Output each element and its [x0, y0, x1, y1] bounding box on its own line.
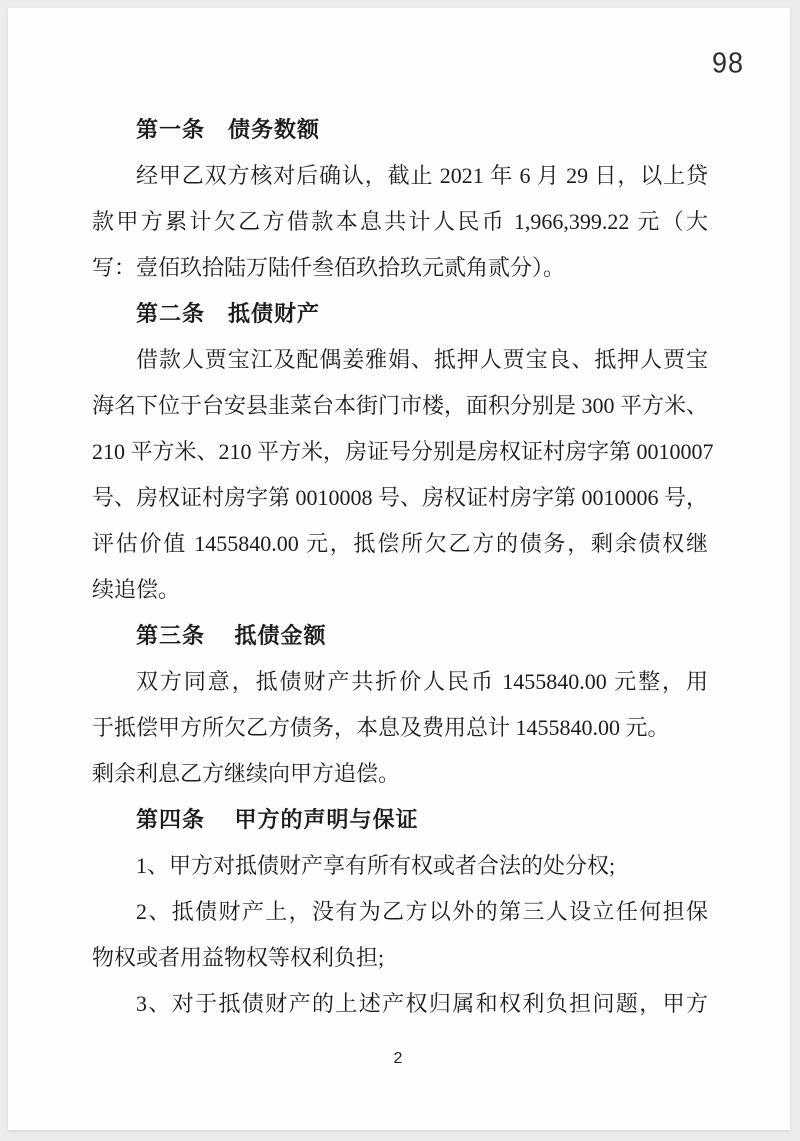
text-line: 物权或者用益物权等权利负担; [92, 945, 385, 970]
text-line: 写：壹佰玖拾陆万陆仟叁佰玖拾玖元贰角贰分）。 [92, 255, 566, 280]
section-heading: 第二条 抵债财产 [136, 301, 321, 326]
text-line: 号、房权证村房字第 0010008 号、房权证村房字第 0010006 号， [92, 485, 709, 510]
corner-stamp-number: 98 [712, 47, 745, 79]
text-line: 210 平方米、210 平方米，房证号分别是房权证村房字第 0010007 [92, 439, 714, 464]
text-line: 剩余利息乙方继续向甲方追偿。 [92, 761, 401, 786]
section-heading: 第三条 抵债金额 [136, 623, 327, 648]
text-line: 评估价值 1455840.00 元，抵偿所欠乙方的债务，剩余债权继 [92, 531, 708, 556]
text-line: 2、抵债财产上，没有为乙方以外的第三人设立任何担保 [136, 899, 708, 924]
text-line: 经甲乙双方核对后确认，截止 2021 年 6 月 29 日，以上贷 [136, 163, 708, 188]
section-heading: 第四条 甲方的声明与保证 [136, 807, 419, 832]
footer-page-number: 2 [393, 1050, 403, 1067]
text-line: 于抵偿甲方所欠乙方债务，本息及费用总计 1455840.00 元。 [92, 715, 670, 740]
text-line: 续追偿。 [92, 577, 181, 602]
document-body [92, 107, 714, 1027]
text-line: 3、对于抵债财产的上述产权归属和权利负担问题，甲方 [136, 991, 708, 1016]
text-line: 借款人贾宝江及配偶姜雅娟、抵押人贾宝良、抵押人贾宝 [136, 347, 708, 372]
text-line: 款甲方累计欠乙方借款本息共计人民币 1,966,399.22 元（大 [92, 209, 708, 234]
text-line: 海名下位于台安县韭菜台本街门市楼，面积分别是 300 平方米、 [92, 393, 709, 418]
paper-sheet [8, 8, 790, 1130]
text-line: 双方同意，抵债财产共折价人民币 1455840.00 元整，用 [136, 669, 708, 694]
section-heading: 第一条 债务数额 [136, 117, 321, 142]
text-line: 1、甲方对抵债财产享有所有权或者合法的处分权; [136, 853, 616, 878]
